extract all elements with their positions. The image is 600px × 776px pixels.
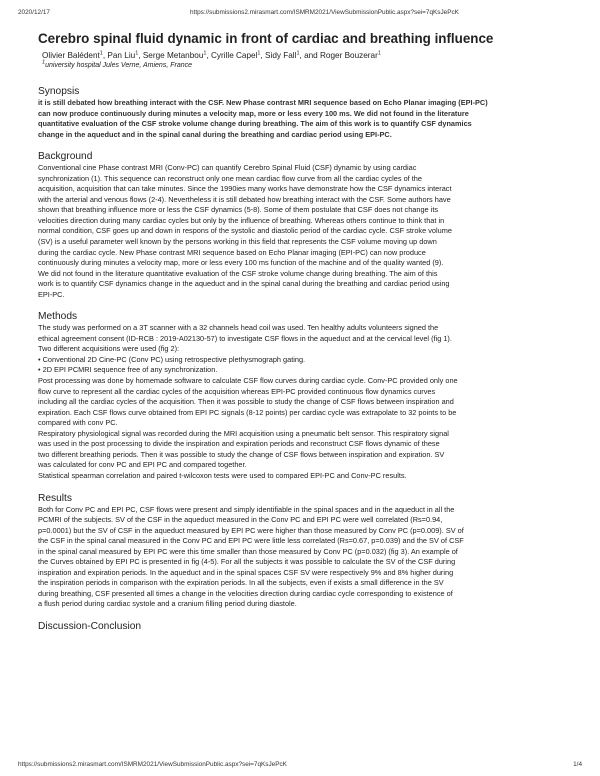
text-line: Both for Conv PC and EPI PC, CSF flows were present and simply identifiable in the spinal spaces and in the aqueduct in all the xyxy=(38,504,455,514)
text-line: in the spinal canal measured by EPI PC were this time smaller than those measured by Conv PC (p=0.032) (fig 3). An example of xyxy=(38,546,458,556)
synopsis-section xyxy=(38,85,562,140)
text-line: the CSF in the spinal canal measured in the Conv PC and EPI PC were little less correlated (Rs=0.67, p=0.039) and the SV of CSF xyxy=(38,536,464,546)
author-list: Olivier Balédent$^1$, Pan Liu$^1$, Serge Metanbou$^1$, Cyrille Capel$^1$, Sidy Fall$^1$, and Roger Bouzerar$^1$ xyxy=(42,50,381,60)
text-line: The study was performed on a 3T scanner with a 32 channels head coil was used. Ten healthy adults volunteers signed the xyxy=(38,323,439,333)
list-item: • Conventional 2D Cine-PC (Conv PC) using retrospective plethysmograph gating. xyxy=(38,354,306,364)
text-line: quantitative evaluation of the CSF stroke volume change during breathing. The aim of this work is to quantify CSF dynamics xyxy=(38,119,472,129)
print-date: 2020/12/17 xyxy=(18,9,50,16)
background-heading: Background xyxy=(38,151,93,163)
text-line: ethical agreement consent (ID-RCB : 2019-A02130-57) to investigate CSF flows in the aqueduct and at the cervical level (fig 1). xyxy=(38,333,452,343)
text-line: normal condition, CSF goes up and down in respons of the systolic and diastolic period of the cardiac cycle. CSF stroke volume xyxy=(38,226,452,236)
acquisition-list xyxy=(38,355,562,376)
text-line: the Curves obtained by EPI PC is presented in fig (4-5). For all the subjects it was possible to calculate the SV of the CSF during xyxy=(38,557,456,567)
text-line: a flush period during cardiac systole and a cranium filling period during diastole. xyxy=(38,599,297,609)
text-line: (SV) is a useful parameter well known by the persons working in this field that represents the CSF volume moving up down xyxy=(38,237,437,247)
abstract-content xyxy=(38,30,562,633)
text-line: Post processing was done by homemade software to calculate CSF flow curves during cardiac cycle. Conv-PC provided only one xyxy=(38,376,458,386)
results-heading: Results xyxy=(38,492,72,504)
synopsis-heading: Synopsis xyxy=(38,86,80,97)
page-number: 1/4 xyxy=(573,761,582,768)
author-name: Serge Metanbou xyxy=(142,51,204,60)
text-line: continuously during minutes a velocity map, more or less every 100 ms function of the machine and of the quality wanted (9). xyxy=(38,258,444,268)
synopsis-text xyxy=(38,98,562,140)
text-line: shown that breathing influence more or less the CSF dynamics (5-8). Some of them postulate that CSF does not change its xyxy=(38,205,439,215)
text-line: Respiratory physiological signal was recorded during the MRI acquisition using a pneumatic belt sensor. This respiratory signal xyxy=(38,428,449,438)
text-line: velocities direction during many cardiac cycles but only by the influence of breathing. Whereas others continue to think that in xyxy=(38,215,445,225)
print-header xyxy=(18,9,582,21)
text-line: change in the aqueduct and in the spinal canal during the breathing and cardiac period using EPI-PC. xyxy=(38,129,392,139)
text-line: two different breathing periods. Then it was possible to study the change of CSF flows between inspiration and expiration. SV xyxy=(38,449,445,459)
affiliation-text: university hospital Jules Verne, Amiens, France xyxy=(45,62,192,69)
text-line: the inspiration periods in comparison with the expiration periods. In all the subjects, even if exists a small difference in the SV xyxy=(38,578,444,588)
results-text xyxy=(38,505,562,610)
author-affil-mark: 1 xyxy=(296,50,300,57)
text-line: during breathing, CSF presented all times a change in the velocities direction during cardiac cycle corresponding to existence of xyxy=(38,588,453,598)
text-line: acquisition, acquisition that can take minutes. Since the 1990ies many works have demonstrate how the CSF dynamics interact xyxy=(38,184,452,194)
text-line: We did not found in the literature quantitative evaluation of the CSF stroke volume change during breathing. The aim of this xyxy=(38,268,438,278)
page-title: Cerebro spinal fluid dynamic in front of cardiac and breathing influence xyxy=(38,31,494,46)
text-line: p=0.0001) but the SV of CSF in the aqueduct measured by EPI PC were higher than those measured by Conv PC (p=0.009). SV of xyxy=(38,525,464,535)
author-affil-mark: 1 xyxy=(257,50,261,57)
background-section xyxy=(38,150,562,300)
results-section xyxy=(38,492,562,610)
text-line: can now produce continuously during minutes a velocity map, more or less every 100 ms. We did not found in the literature xyxy=(38,108,469,118)
text-line: EPI-PC. xyxy=(38,289,65,299)
discussion-heading: Discussion-Conclusion xyxy=(38,620,142,632)
author-name: Pan Liu xyxy=(107,51,136,60)
discussion-section xyxy=(38,620,562,633)
methods-heading: Methods xyxy=(38,311,78,323)
text-line: flow curve to represent all the cardiac cycles of the acquisition whereas EPI-PC provided continuous flow dynamics curves xyxy=(38,386,436,396)
author-affil-mark: 1 xyxy=(203,50,207,57)
text-line: was used in the post processing to divide the inspiration and expiration periods and reconstruct CSF flows dynamic of these xyxy=(38,439,440,449)
text-line: inspiration and expiration periods. In the aqueduct and in the spinal spaces CSF SV were respectively 9% and 8% higher during xyxy=(38,567,454,577)
text-line: during the cardiac cycle. New Phase contrast MRI sequence based on Echo Planar imaging (EPI-PC) can now produce xyxy=(38,247,426,257)
text-line: Conventional cine Phase contrast MRI (Conv-PC) can quantify Cerebro Spinal Fluid (CSF) dynamic by using cardiac xyxy=(38,163,417,173)
methods-text xyxy=(38,323,562,481)
text-line: with the arterial and venous flows (2-4). Nevertheless it is still debated how breathing interact with the CSF. Some authors have xyxy=(38,194,451,204)
author-affil-mark: 1 xyxy=(135,50,139,57)
print-footer xyxy=(18,756,582,768)
affiliation-mark: 1 xyxy=(42,59,46,66)
author-affil-mark: 1 xyxy=(99,50,103,57)
text-line: PCMRI of the subjects. SV of the CSF in the aqueduct measured in the Conv PC and EPI PC were well correlated (Rs=0.94, xyxy=(38,515,443,525)
text-line: including all the cardiac cycles of the acquisition. Then it was possible to study the change of CSF flows between inspiration and xyxy=(38,397,454,407)
author-affil-mark: 1 xyxy=(377,50,381,57)
list-item: • 2D EPI PCMRI sequence free of any synchronization. xyxy=(38,365,218,375)
print-url[interactable]: https://submissions2.mirasmart.com/ISMRM2021/ViewSubmissionPublic.aspx?sei=7qKsJePcK xyxy=(190,9,459,16)
affiliation xyxy=(42,61,562,71)
text-line: Two different acquisitions were used (fig 2): xyxy=(38,344,180,354)
author-name: Roger Bouzerar xyxy=(320,51,378,60)
text-line: expiration. Each CSF flows curve obtained from EPI PC signals (8-12 points) per cardiac cycle was extrapolate to 32 points to be xyxy=(38,407,457,417)
text-line: was calculated for conv PC and EPI PC and compared together. xyxy=(38,460,247,470)
text-line: work is to quantify CSF dynamics change in the aqueduct and in the spinal canal during the breathing and cardiac period using xyxy=(38,279,450,289)
author-name: Sidy Fall xyxy=(265,51,297,60)
text-line: it is still debated how breathing interact with the CSF. New Phase contrast MRI sequence based on Echo Planar imaging (EPI-PC) xyxy=(38,98,488,107)
methods-section xyxy=(38,310,562,481)
text-line: compared with conv PC. xyxy=(38,418,118,428)
background-text xyxy=(38,163,562,300)
footer-url[interactable]: https://submissions2.mirasmart.com/ISMRM2021/ViewSubmissionPublic.aspx?sei=7qKsJePcK xyxy=(18,761,287,768)
author-name: Olivier Balédent xyxy=(42,51,100,60)
text-line: synchronization (1). This sequence can reconstruct only one mean cardiac flow curve from all the cardiac cycles of the xyxy=(38,173,422,183)
text-line: Statistical spearman correlation and paired t-wilcoxon tests were used to compared EPI-PC and Conv-PC results. xyxy=(38,470,407,480)
author-name: Cyrille Capel xyxy=(211,51,258,60)
